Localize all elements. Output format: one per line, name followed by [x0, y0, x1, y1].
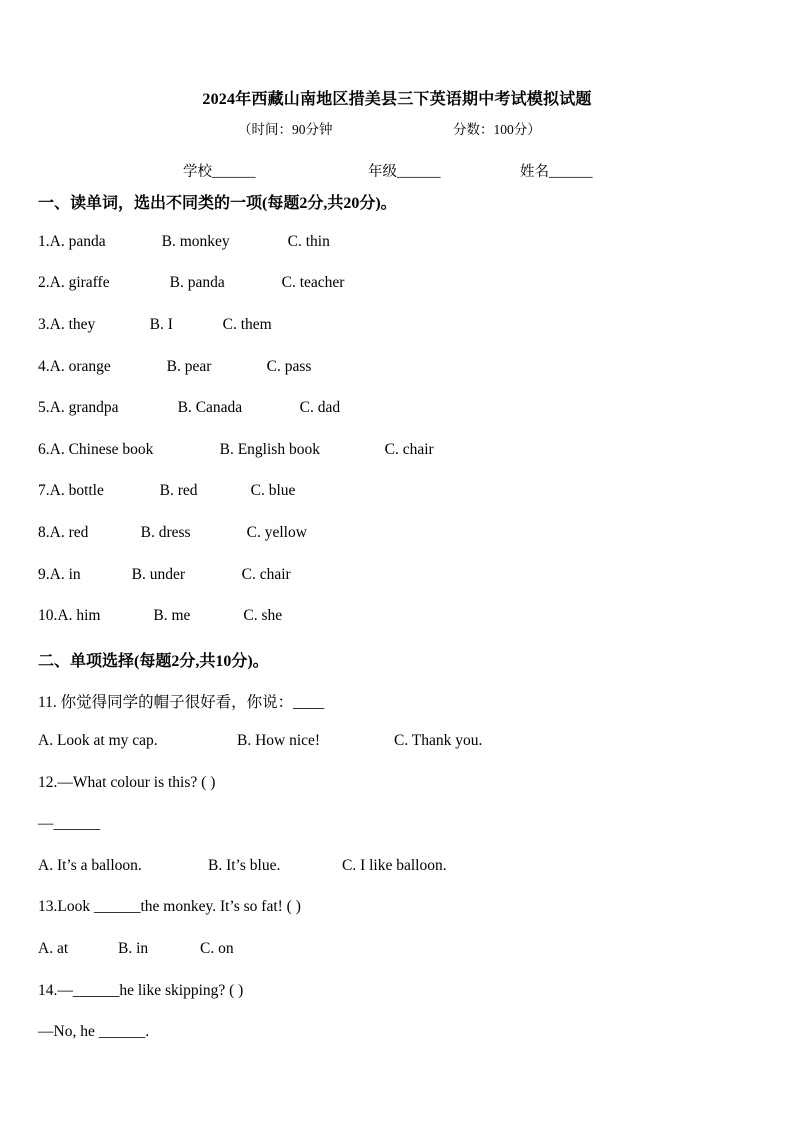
- option-a: A. red: [49, 524, 89, 541]
- question-4: [38, 358, 311, 376]
- question-number: 2.: [38, 274, 50, 291]
- option-b: B. It’s blue.: [208, 857, 281, 874]
- option-b: B. Canada: [177, 399, 243, 416]
- question-12-stem: 12.—What colour is this? ( ): [38, 774, 216, 791]
- question-number: 9.: [38, 566, 50, 583]
- question-11-options: [38, 732, 482, 750]
- question-9: [38, 566, 291, 584]
- exam-score: 分数：100分）: [453, 122, 541, 137]
- question-number: 3.: [38, 316, 50, 333]
- option-c: C. I like balloon.: [342, 857, 447, 874]
- option-b: B. I: [149, 316, 173, 333]
- option-c: C. thin: [287, 233, 330, 250]
- option-a: A. in: [49, 566, 81, 583]
- exam-time: （时间：90分钟: [238, 122, 333, 137]
- question-14-stem: 14.—______he like skipping? ( ): [38, 982, 244, 999]
- option-a: A. they: [49, 316, 96, 333]
- question-6: [38, 441, 434, 459]
- question-3: [38, 316, 272, 334]
- question-number: 7.: [38, 482, 50, 499]
- option-c: C. blue: [250, 482, 296, 499]
- option-b: B. under: [131, 566, 186, 583]
- option-b: B. dress: [140, 524, 191, 541]
- option-a: A. panda: [49, 233, 106, 250]
- question-5: [38, 399, 340, 417]
- question-number: 10.: [38, 607, 58, 624]
- section-2-heading: 二、单项选择(每题2分,共10分)。: [38, 653, 269, 670]
- question-11-stem: 11. 你觉得同学的帽子很好看，你说：____: [38, 694, 325, 711]
- option-b: B. panda: [169, 274, 225, 291]
- option-a: A. orange: [49, 358, 111, 375]
- question-12-blank: —______: [38, 815, 100, 832]
- question-13-stem: 13.Look ______the monkey. It’s so fat! ( ): [38, 898, 301, 915]
- option-c: C. pass: [266, 358, 312, 375]
- grade-field: 年级______: [368, 164, 441, 180]
- option-a: A. bottle: [49, 482, 104, 499]
- option-b: B. pear: [166, 358, 212, 375]
- question-number: 4.: [38, 358, 50, 375]
- option-b: B. How nice!: [237, 732, 321, 749]
- option-c: C. dad: [299, 399, 341, 416]
- question-number: 6.: [38, 441, 50, 458]
- question-number: 8.: [38, 524, 50, 541]
- option-c: C. chair: [241, 566, 291, 583]
- question-1: [38, 233, 330, 251]
- section-1-heading: 一、读单词，选出不同类的一项(每题2分,共20分)。: [38, 195, 397, 212]
- option-c: C. chair: [384, 441, 434, 458]
- question-number: 5.: [38, 399, 50, 416]
- option-a: A. Chinese book: [49, 441, 154, 458]
- option-c: C. teacher: [281, 274, 345, 291]
- question-8: [38, 524, 307, 542]
- option-a: A. him: [57, 607, 101, 624]
- name-field: 姓名______: [520, 164, 593, 180]
- school-field: 学校______: [183, 164, 256, 180]
- option-c: C. yellow: [246, 524, 307, 541]
- question-10: [38, 607, 282, 625]
- option-a: A. Look at my cap.: [38, 732, 158, 749]
- option-b: B. red: [159, 482, 198, 499]
- option-c: C. them: [222, 316, 272, 333]
- question-12-options: [38, 857, 447, 875]
- option-a: A. grandpa: [49, 399, 119, 416]
- question-14-answer: —No, he ______.: [38, 1023, 150, 1040]
- question-13-options: [38, 940, 234, 958]
- question-7: [38, 482, 295, 500]
- option-b: B. me: [153, 607, 191, 624]
- option-a: A. It’s a balloon.: [38, 857, 142, 874]
- option-c: C. on: [200, 940, 234, 957]
- option-b: B. in: [118, 940, 149, 957]
- option-a: A. giraffe: [49, 274, 110, 291]
- question-number: 1.: [38, 233, 50, 250]
- option-a: A. at: [38, 940, 69, 957]
- question-2: [38, 274, 344, 292]
- option-b: B. monkey: [161, 233, 230, 250]
- option-c: C. she: [243, 607, 283, 624]
- option-c: C. Thank you.: [394, 732, 483, 749]
- option-b: B. English book: [219, 441, 320, 458]
- page-title: 2024年西藏山南地区措美县三下英语期中考试模拟试题: [202, 91, 592, 108]
